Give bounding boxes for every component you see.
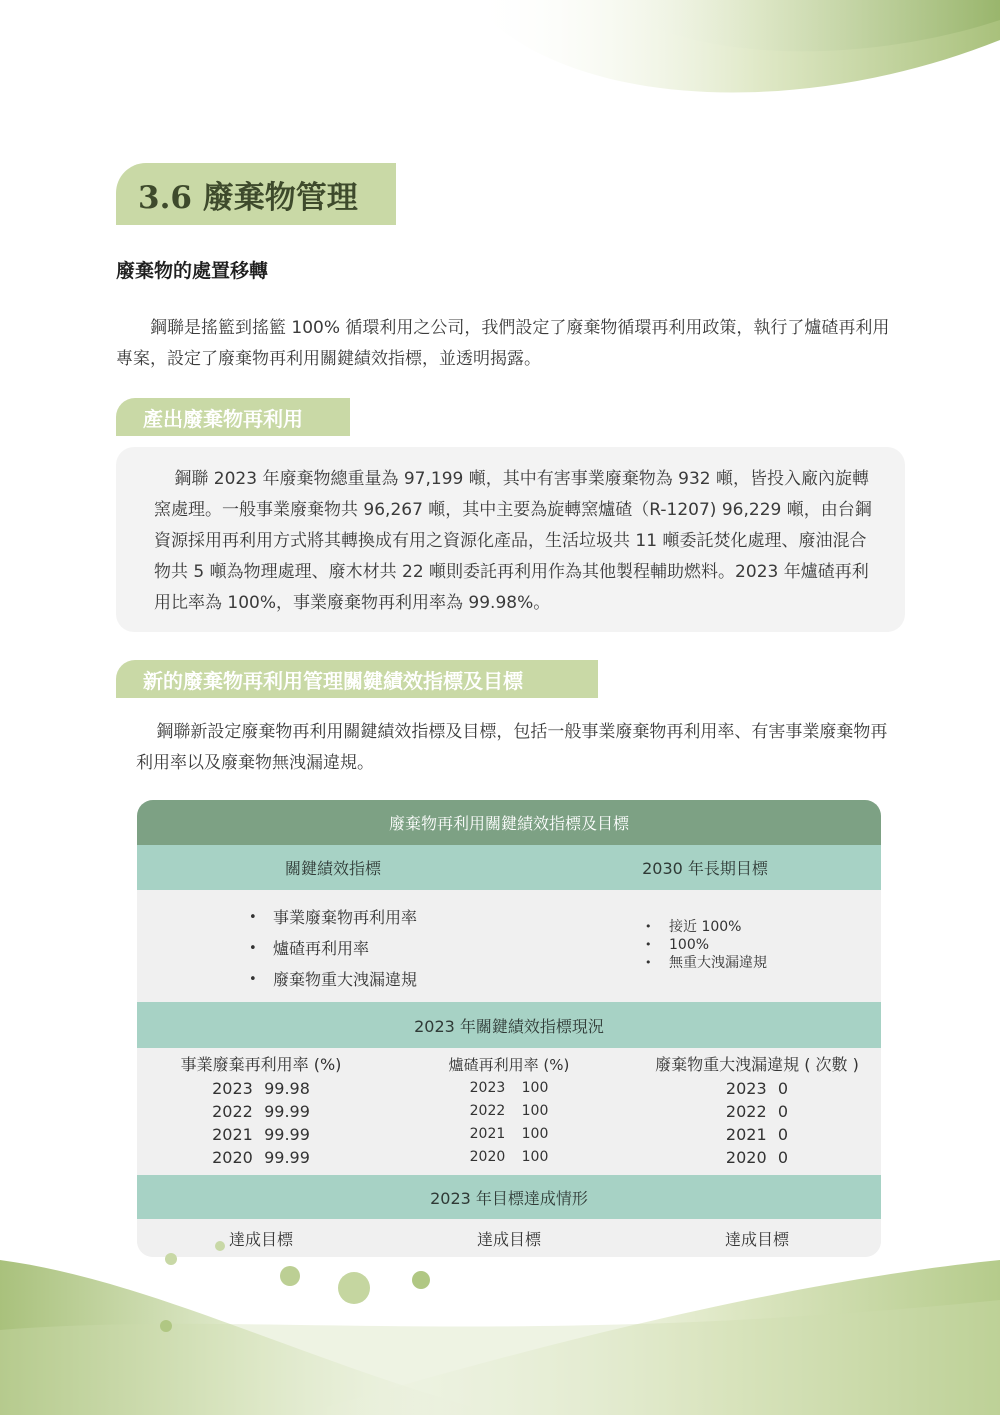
value-cell: 0 xyxy=(777,1079,789,1098)
table-row xyxy=(726,1123,788,1146)
status-column xyxy=(633,1048,881,1175)
year-cell: 2021 xyxy=(469,1126,506,1142)
achievement-cell: 達成目標 xyxy=(228,1230,293,1249)
kpi-table xyxy=(137,800,881,1257)
kpi-list-cell xyxy=(137,890,529,1002)
intro-paragraph: 鋼聯是搖籃到搖籃 100% 循環利用之公司，我們設定了廢棄物循環再利用政策，執行了爐碴再利用專案，設定了廢棄物再利用關鍵績效指標，並透明揭露。 xyxy=(116,318,890,369)
year-cell: 2020 xyxy=(212,1148,253,1167)
table-row xyxy=(470,1100,549,1123)
list-item: • 100% xyxy=(645,936,767,954)
subheading: 廢棄物的處置移轉 xyxy=(116,260,269,282)
achievement-cell: 達成目標 xyxy=(724,1230,789,1249)
table-title: 廢棄物再利用關鍵績效指標及目標 xyxy=(137,800,881,845)
value-cell: 100 xyxy=(521,1126,549,1142)
year-cell: 2022 xyxy=(469,1103,506,1119)
status-row xyxy=(137,1048,881,1175)
kpi-section-paragraph: 鋼聯新設定廢棄物再利用關鍵績效指標及目標，包括一般事業廢棄物再利用率、有害事業廢棄物再利用率以及廢棄物無洩漏違規。 xyxy=(136,722,888,773)
list-item: • 接近 100% xyxy=(645,918,767,936)
value-cell: 99.99 xyxy=(264,1102,310,1121)
value-cell: 0 xyxy=(777,1148,789,1167)
value-cell: 100 xyxy=(521,1080,549,1096)
target-list xyxy=(645,918,767,972)
value-cell: 0 xyxy=(777,1102,789,1121)
status-column-title: 爐碴再利用率 (%) xyxy=(448,1056,570,1074)
kpi-row xyxy=(137,890,881,1002)
year-cell: 2020 xyxy=(725,1148,767,1167)
kpi-section-heading: 新的廢棄物再利用管理關鍵績效指標及目標 xyxy=(116,660,598,698)
status-column-title: 廢棄物重大洩漏違規 ( 次數 ) xyxy=(655,1055,859,1074)
year-cell: 2022 xyxy=(212,1102,253,1121)
year-cell: 2021 xyxy=(725,1125,767,1144)
target-column-header: 2030 年長期目標 xyxy=(642,859,768,878)
table-row xyxy=(212,1100,310,1123)
achievement-cell: 達成目標 xyxy=(476,1230,541,1249)
status-column xyxy=(137,1048,385,1175)
table-row xyxy=(726,1077,788,1100)
bottom-wave-decoration xyxy=(0,1240,1000,1415)
year-cell: 2021 xyxy=(212,1125,253,1144)
status-column-title: 事業廢棄再利用率 (%) xyxy=(180,1055,342,1074)
year-cell: 2023 xyxy=(725,1079,767,1098)
list-item: • 無重大洩漏違規 xyxy=(645,954,767,972)
year-cell: 2020 xyxy=(469,1149,506,1165)
table-row xyxy=(470,1146,549,1169)
section-title-banner xyxy=(116,163,396,225)
table-row xyxy=(470,1123,549,1146)
list-item: • 事業廢棄物再利用率 xyxy=(249,902,417,933)
table-row xyxy=(212,1146,310,1169)
year-cell: 2022 xyxy=(725,1102,767,1121)
waste-reuse-paragraph: 鋼聯 2023 年廢棄物總重量為 97,199 噸，其中有害事業廢棄物為 932 噸，皆投入廠內旋轉窯處理。一般事業廢棄物共 96,267 噸，其中主要為旋轉窯爐碴（R-1207) 96,229 噸，由台鋼資源採用再利用方式將其轉換成有用之資源化產品，生活垃圾共 11 噸委託焚化處理、廢油混合物共 5 噸為物理處理、廢木材共 22 噸則委託再利用作為其他製程輔助燃料。2023 年爐碴再利用比率為 100%，事業廢棄物再利用率為 99.98%。 xyxy=(154,469,872,613)
target-list-cell xyxy=(529,890,881,1002)
status-column xyxy=(385,1048,633,1175)
year-cell: 2023 xyxy=(212,1079,253,1098)
list-item: • 爐碴再利用率 xyxy=(249,933,417,964)
year-cell: 2023 xyxy=(469,1080,506,1096)
section-title: 3.6 廢棄物管理 xyxy=(138,179,358,216)
waste-reuse-heading: 產出廢棄物再利用 xyxy=(116,398,350,436)
status-header: 2023 年關鍵績效指標現況 xyxy=(137,1002,881,1048)
achievement-header: 2023 年目標達成情形 xyxy=(137,1175,881,1219)
top-wave-decoration xyxy=(0,0,1000,140)
value-cell: 99.98 xyxy=(264,1079,310,1098)
value-cell: 99.99 xyxy=(264,1148,310,1167)
value-cell: 100 xyxy=(521,1149,549,1165)
table-column-headers xyxy=(137,845,881,890)
table-row xyxy=(212,1123,310,1146)
kpi-column-header: 關鍵績效指標 xyxy=(284,859,381,878)
table-row xyxy=(470,1077,549,1100)
table-row xyxy=(726,1100,788,1123)
table-row xyxy=(212,1077,310,1100)
value-cell: 100 xyxy=(521,1103,549,1119)
list-item: • 廢棄物重大洩漏違規 xyxy=(249,964,417,995)
table-row xyxy=(726,1146,788,1169)
value-cell: 99.99 xyxy=(264,1125,310,1144)
kpi-list xyxy=(249,902,417,995)
value-cell: 0 xyxy=(777,1125,789,1144)
